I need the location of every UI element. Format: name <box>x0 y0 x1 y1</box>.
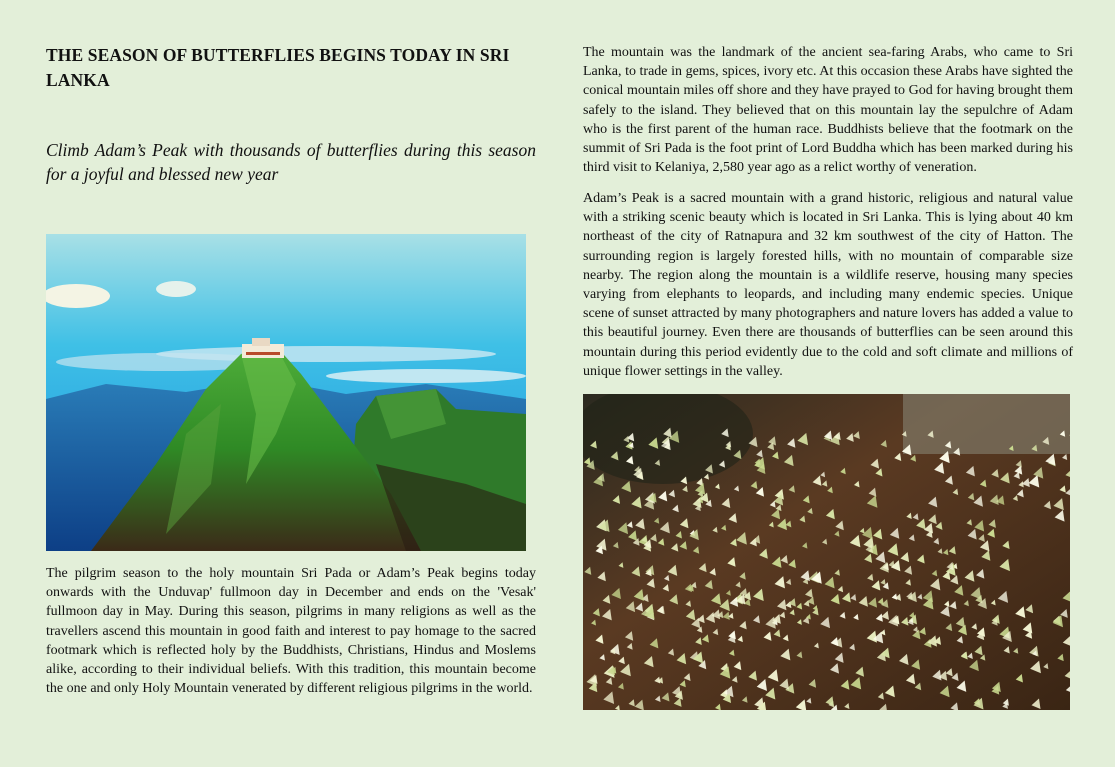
article-subtitle: Climb Adam’s Peak with thousands of butterflies during this season for a joyful and blessed new year <box>46 140 536 184</box>
adams-peak-photo <box>46 234 526 551</box>
butterflies-photo <box>583 394 1070 710</box>
paragraph-nature: Adam’s Peak is a sacred mountain with a grand historic, religious and natural value with a striking scenic beauty which is located in Sri Lanka. This is lying about 40 km northeast of the city of Ratnapura and 32 km southwest of the city of Hatton. The surrounding region is largely forested hills, with no mountain of comparable size nearby. The region along the mountain is a wildlife reserve, housing many species varying from elephants to leopards, and including many endemic species. Unique scene of sunset attracted by many photographers and nature lovers has added a value to this beautiful journey. Even there are thousands of butterflies can be seen around this mountain during this period evidently due to the cold and soft climate and millions of unique flower settings in the valley. <box>583 191 1073 379</box>
paragraph-pilgrim-season: The pilgrim season to the holy mountain Sri Pada or Adam’s Peak begins today onwards with the Unduvap' fullmoon day in December and ends on the 'Vesak' fullmoon day in May. During this season, pilgrims in many religions as well as the travellers ascend this mountain in good faith and interest to pay homage to the sacred footmark which is reflected holy by the Buddhists, Christians, Hindus and Moslems alike, according to their individual beliefs. With this tradition, this mountain become the one and only Holy Mountain venerated by different religious pilgrims in the world. <box>46 566 536 697</box>
article-title: THE SEASON OF BUTTERFLIES BEGINS TODAY IN SRI LANKA <box>46 45 510 90</box>
paragraph-history: The mountain was the landmark of the ancient sea-faring Arabs, who came to Sri Lanka, to trade in gems, spices, ivory etc. At this occasion these Arabs have sighted the conical mountain miles off shore and they have prayed to God for having brought them safely to the island. They believed that on this mountain lay the sepulchre of Adam who is the first parent of the human race. Buddhists believe that the footmark on the summit of Sri Pada is the foot print of Lord Buddha which has been marked during his third visit to Kelaniya, 2,580 year ago as a relict worthy of veneration. <box>583 45 1073 176</box>
